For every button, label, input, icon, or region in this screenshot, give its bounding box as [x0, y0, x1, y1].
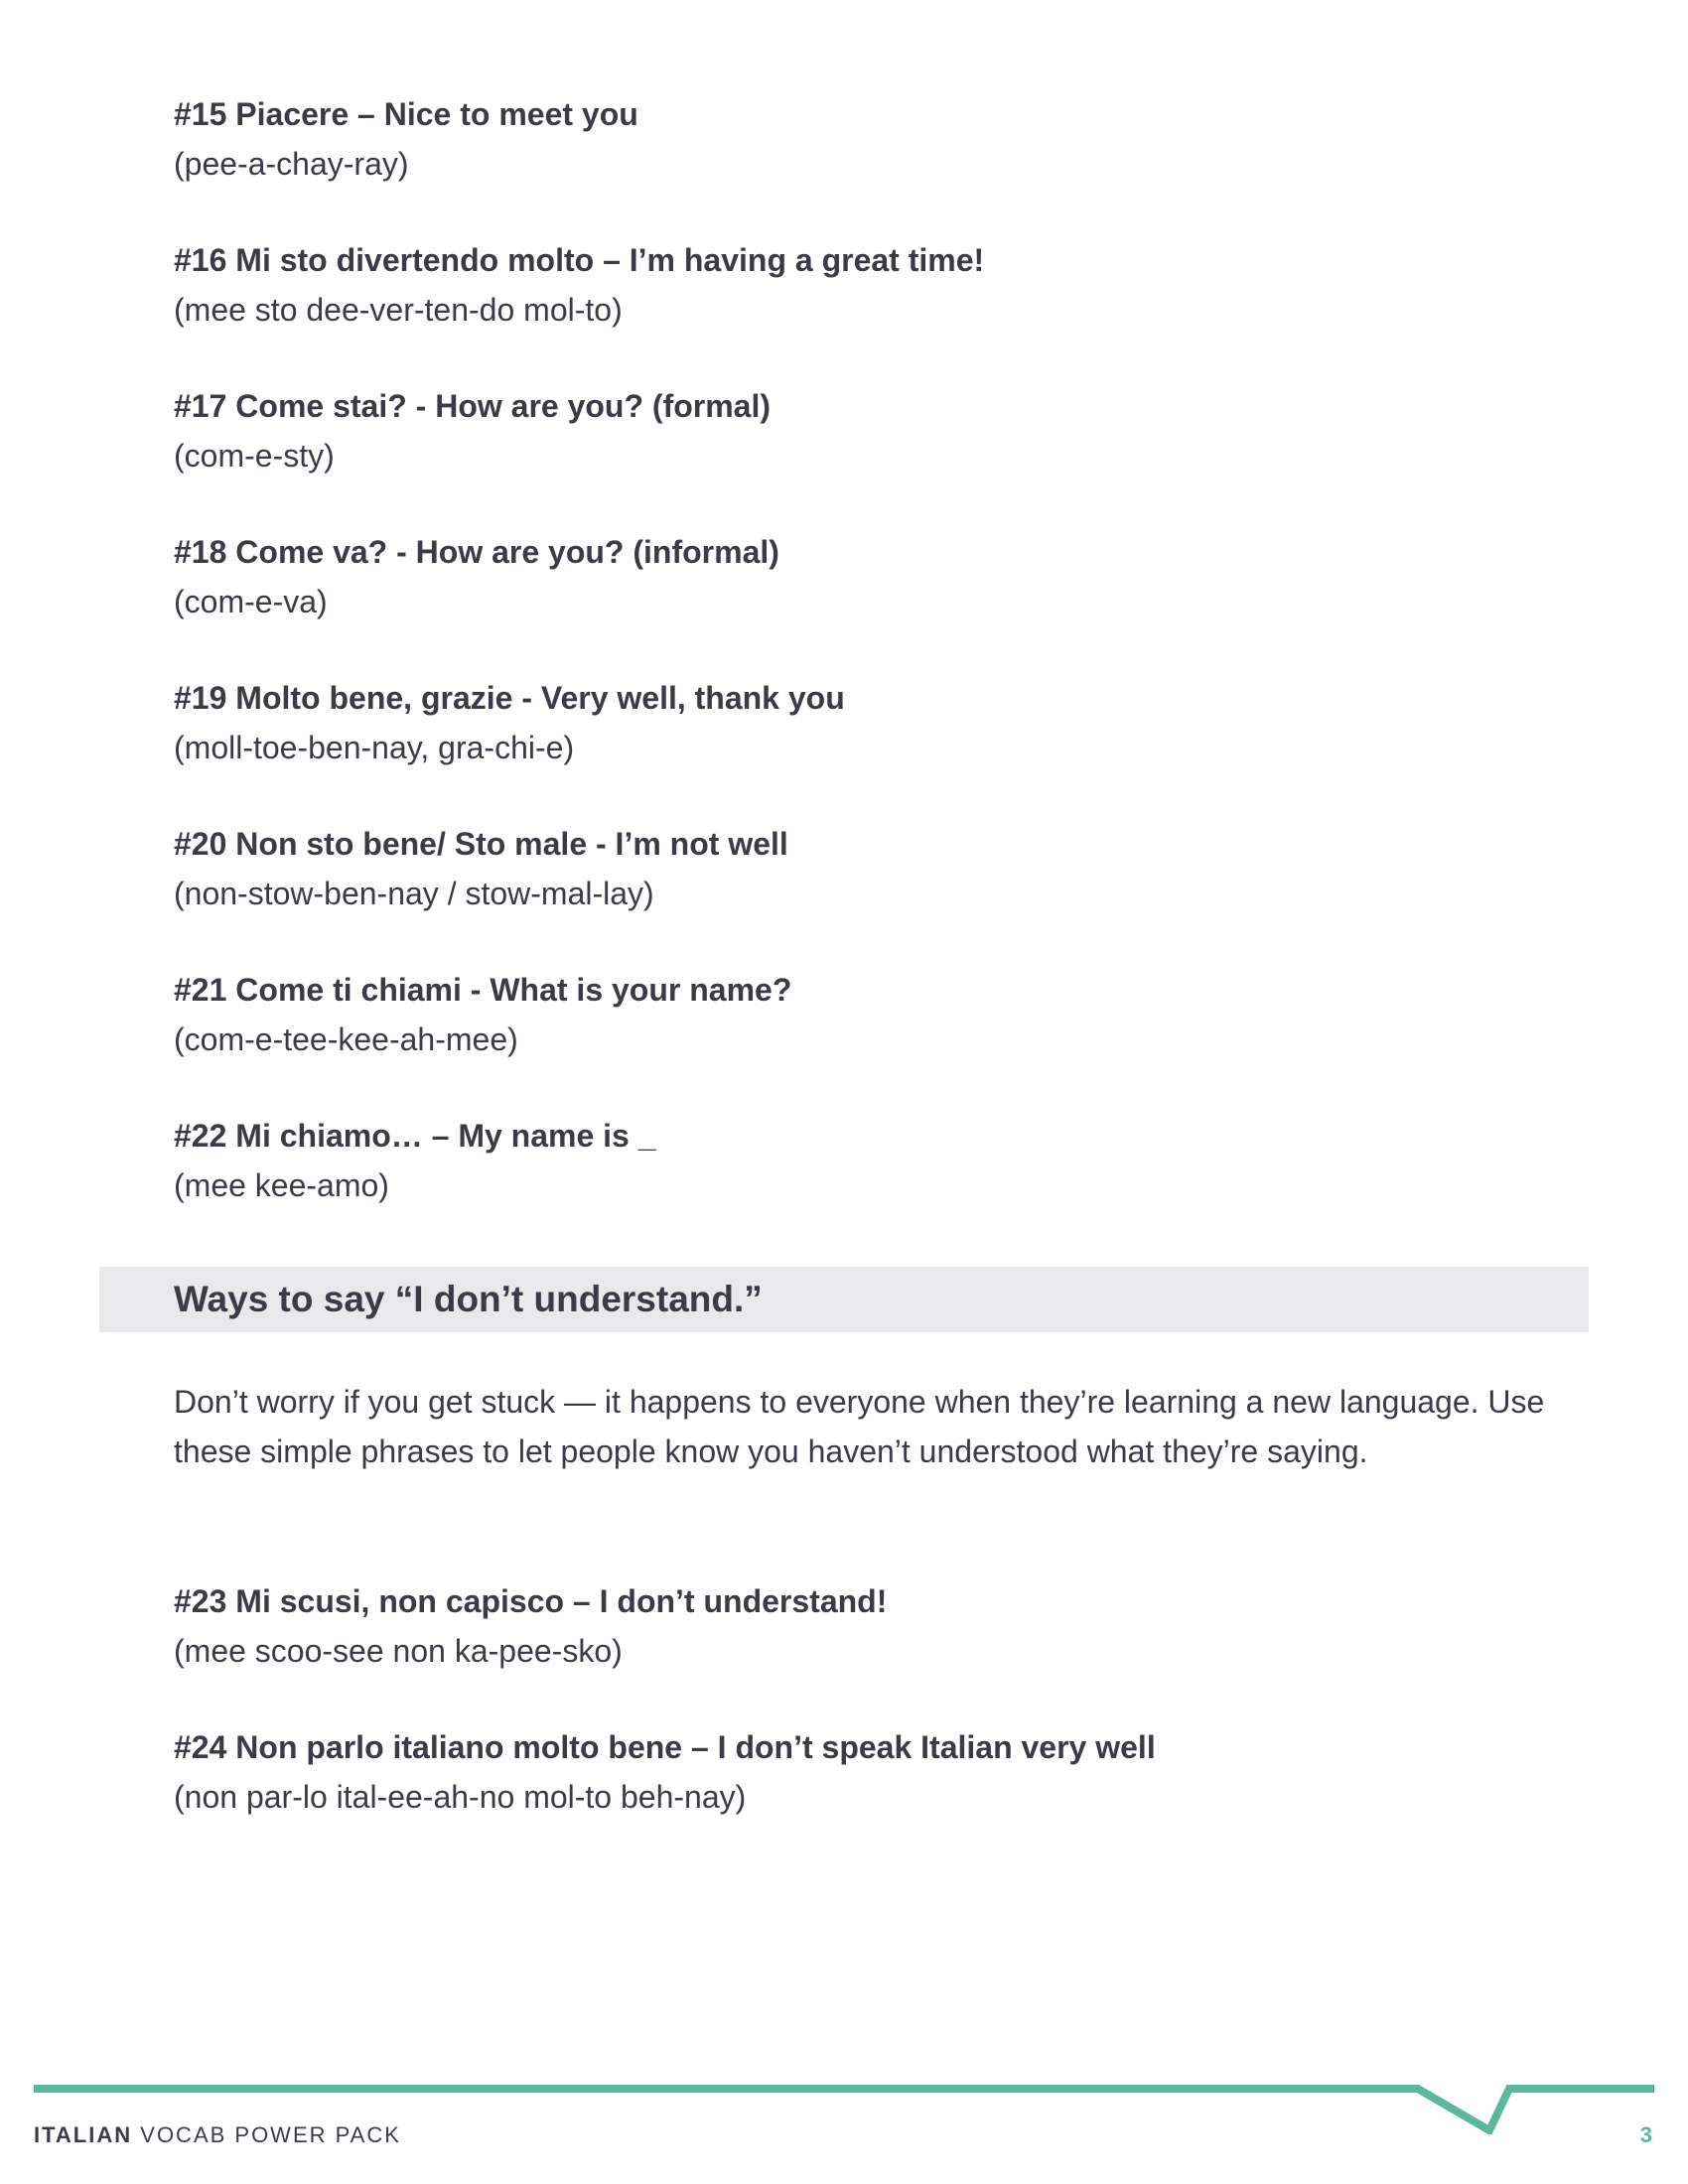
phrase-list-bottom — [174, 1576, 1564, 1868]
phrase-entry — [174, 235, 1564, 335]
phrase-entry — [174, 1722, 1564, 1822]
pronunciation-text: (non-stow-ben-nay / stow-mal-lay) — [174, 876, 654, 911]
phrase-text: #15 Piacere – Nice to meet you — [174, 96, 638, 132]
footer-brand-rest: VOCAB POWER PACK — [140, 2122, 401, 2147]
pronunciation-text: (com-e-va) — [174, 584, 328, 619]
pronunciation-text: (moll-toe-ben-nay, gra-chi-e) — [174, 730, 575, 765]
section-intro-paragraph: Don’t worry if you get stuck — it happens to everyone when they’re learning a new language. Use these simple phrases to let people know you haven’t understood what they’re saying. — [174, 1384, 1545, 1469]
page-number: 3 — [1639, 2122, 1652, 2147]
pronunciation-text: (mee kee-amo) — [174, 1167, 389, 1203]
section-header-bar — [99, 1267, 1589, 1332]
phrase-list-top — [174, 89, 1564, 1257]
pronunciation-text: (pee-a-chay-ray) — [174, 146, 409, 182]
phrase-entry — [174, 527, 1564, 626]
phrase-text: #24 Non parlo italiano molto bene – I don’t speak Italian very well — [174, 1729, 1156, 1765]
phrase-entry — [174, 381, 1564, 480]
phrase-text: #20 Non sto bene/ Sto male - I’m not well — [174, 826, 788, 862]
pronunciation-text: (mee sto dee-ver-ten-do mol-to) — [174, 292, 623, 328]
phrase-text: #19 Molto bene, grazie - Very well, thank you — [174, 680, 845, 716]
pronunciation-text: (non par-lo ital-ee-ah-no mol-to beh-nay) — [174, 1779, 747, 1815]
pronunciation-text: (com-e-tee-kee-ah-mee) — [174, 1022, 518, 1057]
footer-brand — [34, 2122, 401, 2148]
footer-brand-strong: ITALIAN — [34, 2122, 133, 2147]
phrase-text: #18 Come va? - How are you? (informal) — [174, 534, 779, 570]
phrase-entry — [174, 89, 1564, 189]
phrase-text: #17 Come stai? - How are you? (formal) — [174, 388, 772, 424]
phrase-entry — [174, 673, 1564, 772]
phrase-entry — [174, 1111, 1564, 1210]
pronunciation-text: (mee scoo-see non ka-pee-sko) — [174, 1633, 623, 1669]
phrase-entry — [174, 965, 1564, 1064]
section-title: Ways to say “I don’t understand.” — [174, 1279, 763, 1319]
phrase-entry — [174, 1576, 1564, 1676]
phrase-text: #23 Mi scusi, non capisco – I don’t understand! — [174, 1583, 888, 1619]
phrase-text: #16 Mi sto divertendo molto – I’m having a great time! — [174, 242, 985, 278]
phrase-entry — [174, 819, 1564, 918]
phrase-text: #21 Come ti chiami - What is your name? — [174, 972, 792, 1008]
phrase-text: #22 Mi chiamo… – My name is _ — [174, 1118, 656, 1154]
pronunciation-text: (com-e-sty) — [174, 438, 335, 474]
